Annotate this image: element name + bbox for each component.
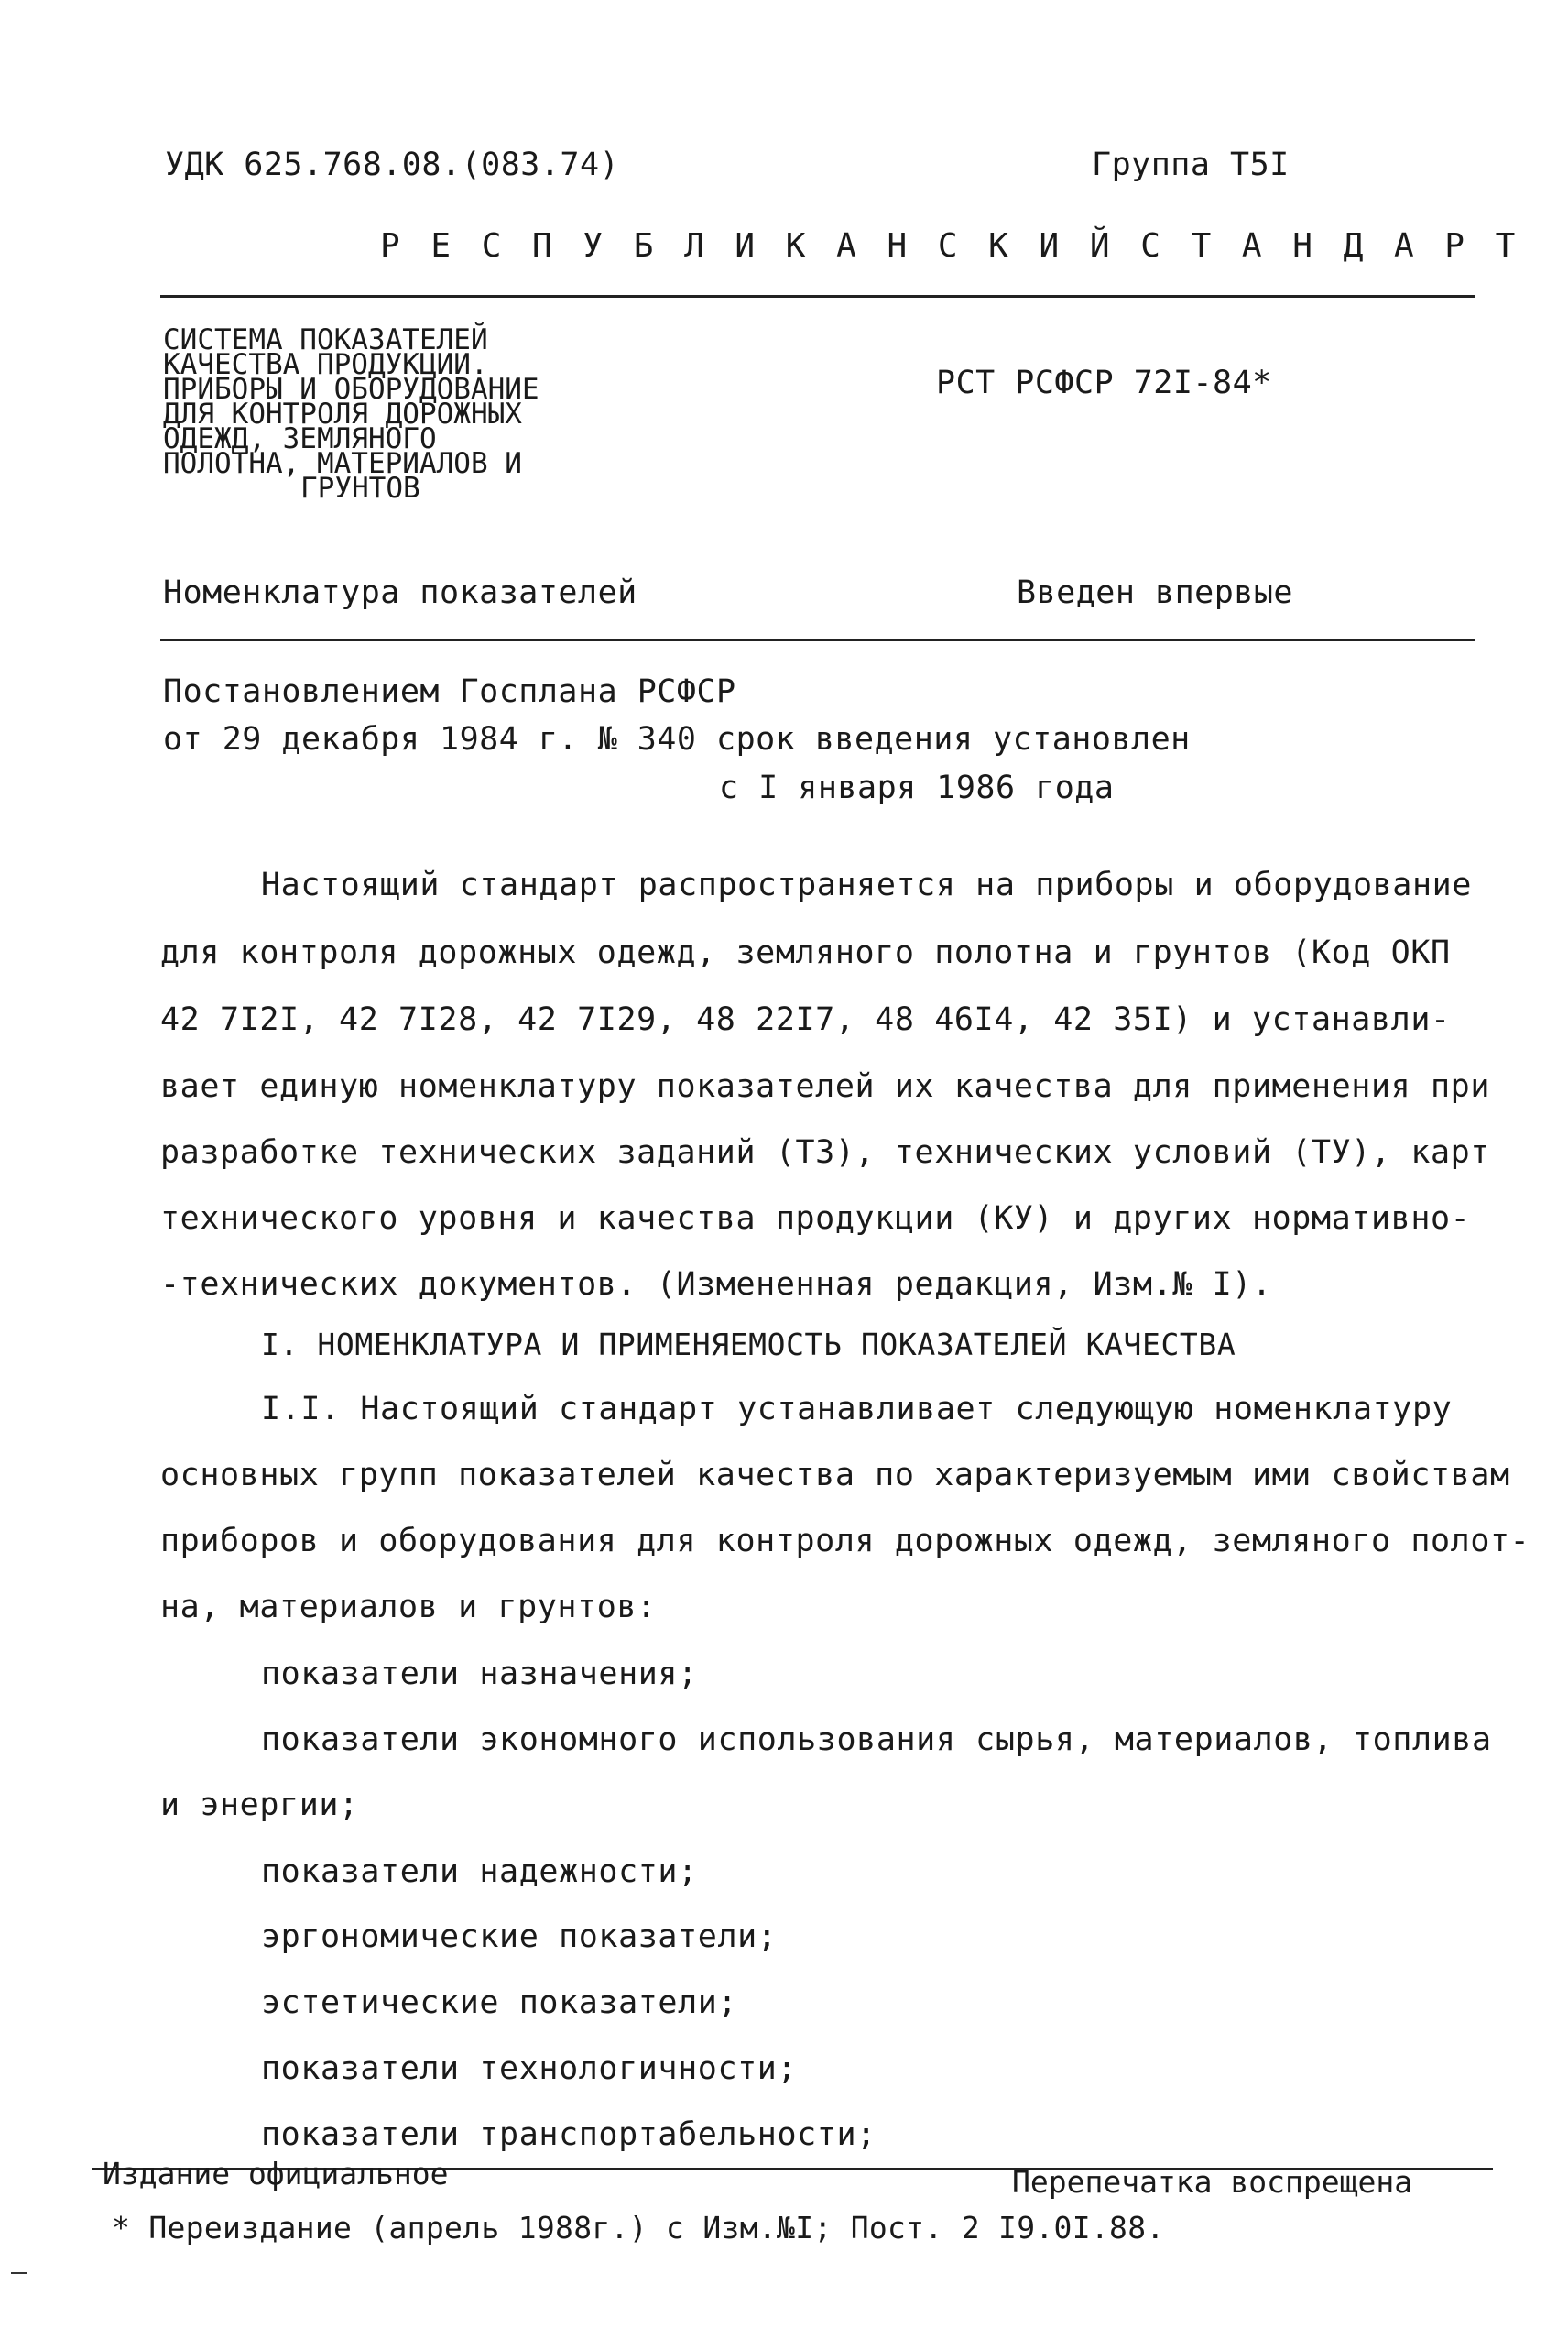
body-line: 42 7I2I, 42 7I28, 42 7I29, 48 22I7, 48 46I4, 42 35I) и устанавли- — [160, 1001, 1451, 1038]
banner-republic-standard: Р Е С П У Б Л И К А Н С К И Й С Т А Н Д А Р Т — [380, 227, 1521, 265]
group-code: Группа Т5I — [1092, 147, 1290, 183]
body-line: разработке технических заданий (ТЗ), технических условий (ТУ), карт — [160, 1134, 1491, 1171]
body-line: технического уровня и качества продукции (КУ) и других нормативно- — [160, 1200, 1471, 1237]
title-line: ПОЛОТНА, МАТЕРИАЛОВ И — [163, 447, 522, 480]
list-item: эргономические показатели; — [261, 1918, 778, 1955]
list-item: эстетические показатели; — [261, 1984, 738, 2021]
list-item: показатели экономного использования сырья, материалов, топлива — [261, 1721, 1492, 1758]
title-line: ГРУНТОВ — [300, 472, 420, 505]
reprint-forbidden: Перепечатка воспрещена — [1012, 2164, 1413, 2200]
decree-line: с I января 1986 года — [719, 770, 1115, 806]
body-line: Настоящий стандарт распространяется на приборы и оборудование — [261, 867, 1472, 903]
body-line: вает единую номенклатуру показателей их качества для применения при — [160, 1068, 1491, 1105]
body-line: для контроля дорожных одежд, земляного полотна и грунтов (Код ОКП — [160, 935, 1451, 971]
title-line: ОДЕЖД, ЗЕМЛЯНОГО — [163, 422, 437, 455]
margin-mark — [11, 2272, 27, 2274]
official-edition: Издание официальное — [103, 2156, 449, 2191]
title-line: ДЛЯ КОНТРОЛЯ ДОРОЖНЫХ — [163, 398, 522, 431]
list-item: показатели надежности; — [261, 1853, 698, 1890]
title-bottom-rule — [160, 639, 1475, 641]
subtitle-nomenclature: Номенклатура показателей — [163, 574, 637, 611]
body-line: I.I. Настоящий стандарт устанавливает следующую номенклатуру — [261, 1391, 1453, 1427]
introduced-first: Введен впервые — [1017, 574, 1294, 611]
title-line: ПРИБОРЫ И ОБОРУДОВАНИЕ — [163, 373, 539, 406]
decree-line: от 29 декабря 1984 г. № 340 срок введения установлен — [163, 721, 1191, 758]
body-line: -технических документов. (Измененная редакция, Изм.№ I). — [160, 1266, 1272, 1303]
body-line: на, материалов и грунтов: — [160, 1589, 657, 1625]
list-item: показатели назначения; — [261, 1656, 698, 1692]
section-heading: I. НОМЕНКЛАТУРА И ПРИМЕНЯЕМОСТЬ ПОКАЗАТЕЛЕЙ КАЧЕСТВА — [261, 1327, 1236, 1362]
body-line: приборов и оборудования для контроля дорожных одежд, земляного полот- — [160, 1523, 1530, 1559]
list-item: и энергии; — [160, 1787, 359, 1823]
top-rule — [160, 295, 1475, 298]
standard-number: РСТ РСФСР 72I-84* — [936, 365, 1272, 401]
reissue-note: * Переиздание (апрель 1988г.) с Изм.№I; Пост. 2 I9.0I.88. — [112, 2210, 1165, 2246]
title-line: СИСТЕМА ПОКАЗАТЕЛЕЙ — [163, 323, 488, 356]
udk-code: УДК 625.768.08.(083.74) — [165, 147, 620, 183]
decree-line: Постановлением Госплана РСФСР — [163, 673, 736, 710]
body-line: основных групп показателей качества по характеризуемым ими свойствам — [160, 1457, 1510, 1493]
title-line: КАЧЕСТВА ПРОДУКЦИИ. — [163, 348, 488, 381]
list-item: показатели транспортабельности; — [261, 2116, 877, 2153]
list-item: показатели технологичности; — [261, 2050, 798, 2087]
standard-title — [163, 323, 539, 505]
